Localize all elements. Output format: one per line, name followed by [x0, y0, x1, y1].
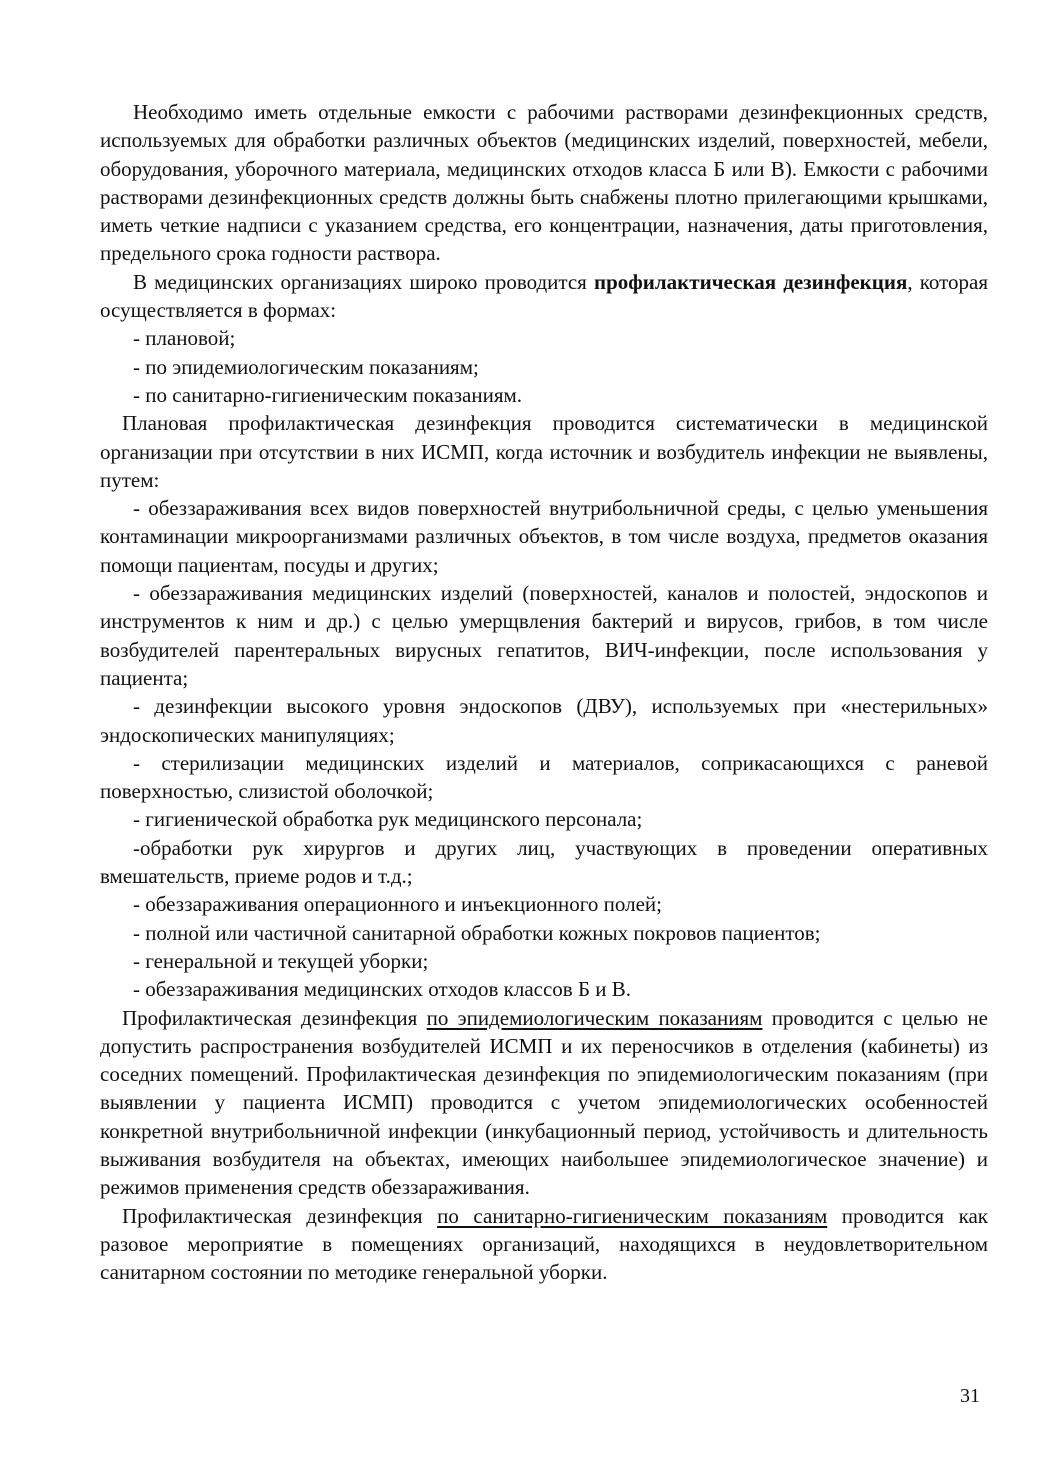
- page-number: 31: [960, 1385, 980, 1407]
- text-segment: В медицинских организациях широко проводится: [133, 269, 594, 294]
- list-item: - обеззараживания медицинских изделий (поверхностей, каналов и полостей, эндоскопов и инструментов к ним и др.) с целью умерщвления бактерий и вирусов, грибов, в том числе возбудителей парентеральных вирусных гепатитов, ВИЧ-инфекции, после использования у пациента;: [100, 581, 988, 690]
- underlined-term: по эпидемиологическим показаниям: [426, 1005, 763, 1030]
- text-segment: Профилактическая дезинфекция: [122, 1005, 427, 1030]
- paragraph-planned: Плановая профилактическая дезинфекция проводится систематически в медицинской организации при отсутствии в них ИСМП, когда источник и возбудитель инфекции не выявлены, путем:: [100, 411, 988, 492]
- list-item: - стерилизации медицинских изделий и материалов, соприкасающихся с раневой поверхностью, слизистой оболочкой;: [100, 750, 988, 804]
- text-segment: Профилактическая дезинфекция: [122, 1203, 438, 1228]
- paragraph-sanitary: [100, 1202, 988, 1287]
- underlined-term: по санитарно-гигиеническим показаниям: [437, 1203, 828, 1228]
- list-item: - генеральной и текущей уборки;: [133, 948, 429, 973]
- list-item: - по санитарно-гигиеническим показаниям.: [133, 382, 523, 407]
- list-item: - гигиенической обработка рук медицинского персонала;: [133, 807, 643, 832]
- list-item: - дезинфекции высокого уровня эндоскопов (ДВУ), используемых при «нестерильных» эндоскопических манипуляциях;: [100, 694, 988, 747]
- list-item: - полной или частичной санитарной обработки кожных покровов пациентов;: [133, 920, 821, 945]
- paragraph-epidemiological: [100, 1004, 988, 1202]
- list-item: - по эпидемиологическим показаниям;: [133, 354, 479, 379]
- paragraph-prophylactic-intro: [100, 268, 988, 325]
- page-body: [100, 98, 988, 1286]
- list-item: - обеззараживания операционного и инъекционного полей;: [133, 892, 662, 917]
- paragraph-containers: Необходимо иметь отдельные емкости с рабочими растворами дезинфекционных средств, используемых для обработки различных объектов (медицинских изделий, поверхностей, мебели, оборудования, уборочного материала, медицинских отходов класса Б или В). Емкости с рабочими растворами дезинфекционных средств должны быть снабжены плотно прилегающими крышками, иметь четкие надписи с указанием средства, его концентрации, назначения, даты приготовления, предельного срока годности раствора.: [100, 100, 988, 266]
- list-item: - плановой;: [133, 326, 236, 351]
- text-segment: , которая осуществляется в формах:: [100, 269, 988, 323]
- list-item: - обеззараживания всех видов поверхностей внутрибольничной среды, с целью уменьшения контаминации микроорганизмами различных объектов, в том числе воздуха, предметов оказания помощи пациентам, посуды и других;: [100, 496, 988, 577]
- bold-term: профилактическая дезинфекция: [593, 269, 908, 294]
- text-segment: проводится как разовое мероприятие в помещениях организаций, находящихся в неудовлетворительном санитарном состоянии по методике генеральной уборки.: [100, 1203, 988, 1285]
- list-item: -обработки рук хирургов и других лиц, участвующих в проведении оперативных вмешательств, приеме родов и т.д.;: [100, 835, 988, 889]
- text-segment: проводится с целью не допустить распространения возбудителей ИСМП и их переносчиков в отделения (кабинеты) из соседних помещений. Профилактическая дезинфекция по эпидемиологическим показаниям (при выявлении у пациента ИСМП) проводится с учетом эпидемиологических особенностей конкретной внутрибольничной инфекции (инкубационный период, устойчивость и длительность выживания возбудителя на объектах, имеющих наибольшее эпидемиологическое значение) и режимов применения средств обеззараживания.: [100, 1005, 988, 1200]
- list-item: - обеззараживания медицинских отходов классов Б и В.: [133, 977, 632, 1002]
